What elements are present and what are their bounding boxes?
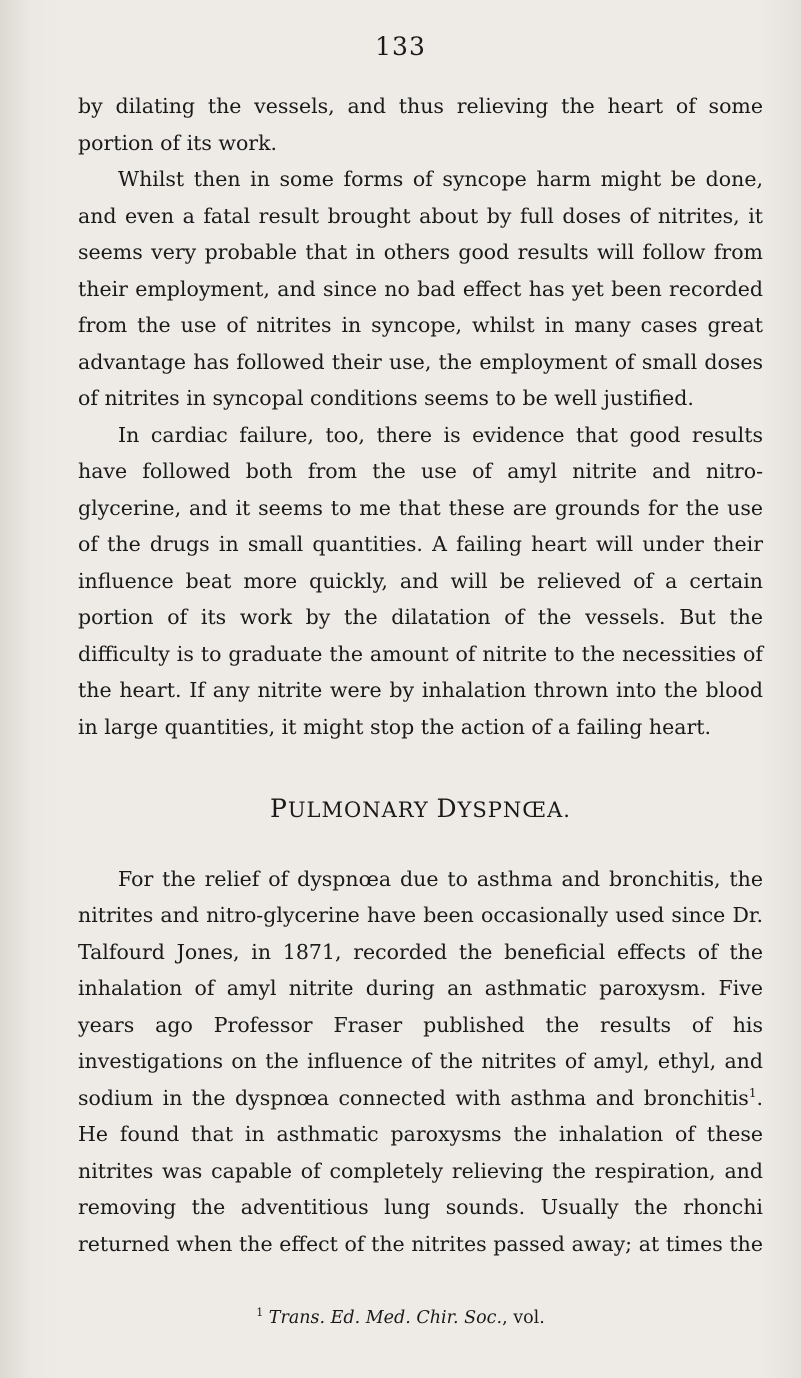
paragraph: Whilst then in some forms of syncope harm might be done, and even a fatal result brought about by full doses of nitrites, it seems very probable that in others good results will follow from their employment, and since no bad effect has yet been recorded from the use of nitrites in syncope, whilst in many cases great advantage has followed their use, the employment of small doses of nitrites in syncopal conditions seems to be well justified. bbox=[78, 167, 763, 410]
footnote-marker: 1 bbox=[748, 1085, 757, 1100]
body-text bbox=[78, 88, 763, 1262]
footnote: $^1$ Trans. Ed. Med. Chir. Soc., vol. bbox=[256, 1306, 545, 1328]
paragraph: For the relief of dyspnœa due to asthma and bronchitis, the nitrites and nitro-glycerine have been occasionally used since Dr. Talfourd Jones, in 1871, recorded the beneficial effects of the inhalation of amyl nitrite during an asthmatic paroxysm. Five years ago Professor Fraser published the results of his investigations on the influence of the nitrites of amyl, ethyl, and sodium in the dyspnœa connected with asthma and bronchitis$^1$. He found that in asthmatic paroxysms the inhalation of these nitrites was capable of completely relieving the respiration, and removing the adventitious lung sounds. Usually the rhonchi returned when the effect of the nitrites passed away; at times the bbox=[78, 866, 763, 1256]
paragraph: In cardiac failure, too, there is evidence that good results have followed both from the use of amyl nitrite and nitro-glycerine, and it seems to me that these are grounds for the use of the drugs in small quantities. A failing heart will under their influence beat more quickly, and will be relieved of a certain portion of its work by the dilatation of the vessels. But the difficulty is to graduate the amount of nitrite to the necessities of the heart. If any nitrite were by inhalation thrown into the blood in large quantities, it might stop the action of a failing heart. bbox=[78, 422, 763, 739]
page-number: 133 bbox=[375, 32, 426, 61]
paragraph: by dilating the vessels, and thus relieving the heart of some portion of its work. bbox=[78, 94, 763, 155]
footnote-citation: Trans. Ed. Med. Chir. Soc. bbox=[268, 1308, 503, 1328]
section-heading: PULMONARY DYSPNŒA. bbox=[270, 794, 571, 823]
